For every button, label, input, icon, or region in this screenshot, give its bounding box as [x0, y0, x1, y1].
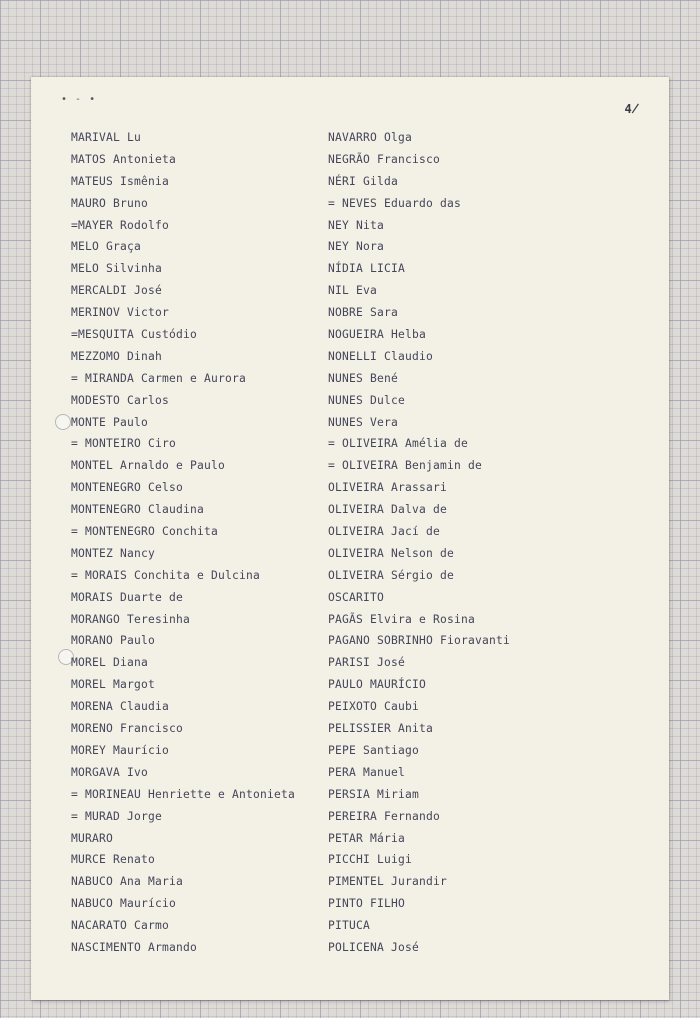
name-entry: PARISI José	[328, 656, 406, 670]
name-entry: =MAYER Rodolfo	[71, 218, 170, 232]
name-entry: MOREL Diana	[71, 656, 149, 670]
name-entry: NOBRE Sara	[328, 306, 399, 320]
name-entry: PIMENTEL Jurandir	[328, 875, 448, 889]
name-entry: NIL Eva	[328, 284, 378, 298]
typed-sheet	[31, 77, 669, 1000]
name-entry: MONTENEGRO Claudina	[71, 503, 205, 517]
name-entry: OSCARITO	[328, 590, 385, 604]
name-entry: MORAIS Duarte de	[71, 590, 184, 604]
name-entry: NÉRI Gilda	[328, 174, 399, 188]
name-entry: NEY Nora	[328, 240, 385, 254]
name-entry: MURCE Renato	[71, 853, 156, 867]
name-entry: PETAR Mária	[328, 831, 406, 845]
name-entry: PELISSIER Anita	[328, 722, 434, 736]
name-entry: = MORINEAU Henriette e Antonieta	[71, 787, 296, 801]
name-entry: PEIXOTO Caubi	[328, 700, 420, 714]
name-entry: = MIRANDA Carmen e Aurora	[71, 371, 247, 385]
right-name-column	[328, 127, 510, 959]
name-entry: MOREL Margot	[71, 678, 156, 692]
name-entry: MEZZOMO Dinah	[71, 349, 163, 363]
name-entry: MERINOV Victor	[71, 306, 170, 320]
name-entry: OLIVEIRA Sérgio de	[328, 568, 455, 582]
name-entry: NASCIMENTO Armando	[71, 940, 198, 954]
left-name-column	[71, 127, 295, 959]
name-entry: PICCHI Luigi	[328, 853, 413, 867]
name-entry: MONTE Paulo	[71, 415, 149, 429]
name-entry: MERCALDI José	[71, 284, 163, 298]
name-entry: NÍDIA LICIA	[328, 262, 406, 276]
name-entry: = OLIVEIRA Benjamin de	[328, 459, 483, 473]
corner-mark: • - •	[61, 94, 97, 105]
name-entry: PERSIA Miriam	[328, 787, 420, 801]
name-entry: NABUCO Maurício	[71, 897, 177, 911]
name-entry: MAURO Bruno	[71, 196, 149, 210]
name-entry: =MESQUITA Custódio	[71, 328, 198, 342]
name-entry: MARIVAL Lu	[71, 131, 142, 144]
name-entry: MURARO	[71, 831, 114, 845]
name-entry: OLIVEIRA Jací de	[328, 525, 441, 539]
name-entry: PINTO FILHO	[328, 897, 406, 911]
name-entry: NABUCO Ana Maria	[71, 875, 184, 889]
name-entry: PAULO MAURÍCIO	[328, 678, 427, 692]
name-entry: MORENO Francisco	[71, 722, 184, 736]
name-entry: MORANO Paulo	[71, 634, 156, 648]
name-entry: = MORAIS Conchita e Dulcina	[71, 568, 261, 582]
name-entry: MATEUS Ismênia	[71, 174, 170, 188]
name-entry: NUNES Vera	[328, 415, 399, 429]
name-entry: OLIVEIRA Nelson de	[328, 546, 455, 560]
name-entry: NONELLI Claudio	[328, 349, 434, 363]
name-entry: MONTEL Arnaldo e Paulo	[71, 459, 226, 473]
name-entry: MOREY Maurício	[71, 743, 170, 757]
name-entry: OLIVEIRA Arassari	[328, 481, 448, 495]
name-entry: MONTENEGRO Celso	[71, 481, 184, 495]
name-entry: NEGRÃO Francisco	[328, 152, 441, 166]
page-number: 4̸	[624, 102, 639, 116]
name-entry: = NEVES Eduardo das	[328, 196, 462, 210]
name-entry: NUNES Dulce	[328, 393, 406, 407]
name-entry: NACARATO Carmo	[71, 919, 170, 933]
name-entry: NAVARRO Olga	[328, 131, 413, 144]
name-entry: NOGUEIRA Helba	[328, 328, 427, 342]
name-entry: MONTEZ Nancy	[71, 546, 156, 560]
name-entry: MELO Graça	[71, 240, 142, 254]
name-entry: PEPE Santiago	[328, 743, 420, 757]
name-entry: PAGANO SOBRINHO Fioravanti	[328, 634, 511, 648]
name-entry: OLIVEIRA Dalva de	[328, 503, 448, 517]
name-entry: PEREIRA Fernando	[328, 809, 441, 823]
name-entry: PERA Manuel	[328, 765, 406, 779]
punch-hole	[55, 414, 71, 430]
name-entry: MODESTO Carlos	[71, 393, 170, 407]
name-entry: MATOS Antonieta	[71, 152, 177, 166]
name-entry: MORANGO Teresinha	[71, 612, 191, 626]
name-entry: POLICENA José	[328, 940, 420, 954]
name-entry: PITUCA	[328, 919, 371, 933]
name-entry: PAGÃS Elvira e Rosina	[328, 612, 476, 626]
name-entry: = MURAD Jorge	[71, 809, 163, 823]
name-entry: = OLIVEIRA Amélia de	[328, 437, 469, 451]
name-entry: MORENA Claudia	[71, 700, 170, 714]
name-entry: NUNES Bené	[328, 371, 399, 385]
name-entry: = MONTENEGRO Conchita	[71, 525, 219, 539]
name-entry: MELO Silvinha	[71, 262, 163, 276]
name-entry: = MONTEIRO Ciro	[71, 437, 177, 451]
name-entry: NEY Nita	[328, 218, 385, 232]
name-entry: MORGAVA Ivo	[71, 765, 149, 779]
